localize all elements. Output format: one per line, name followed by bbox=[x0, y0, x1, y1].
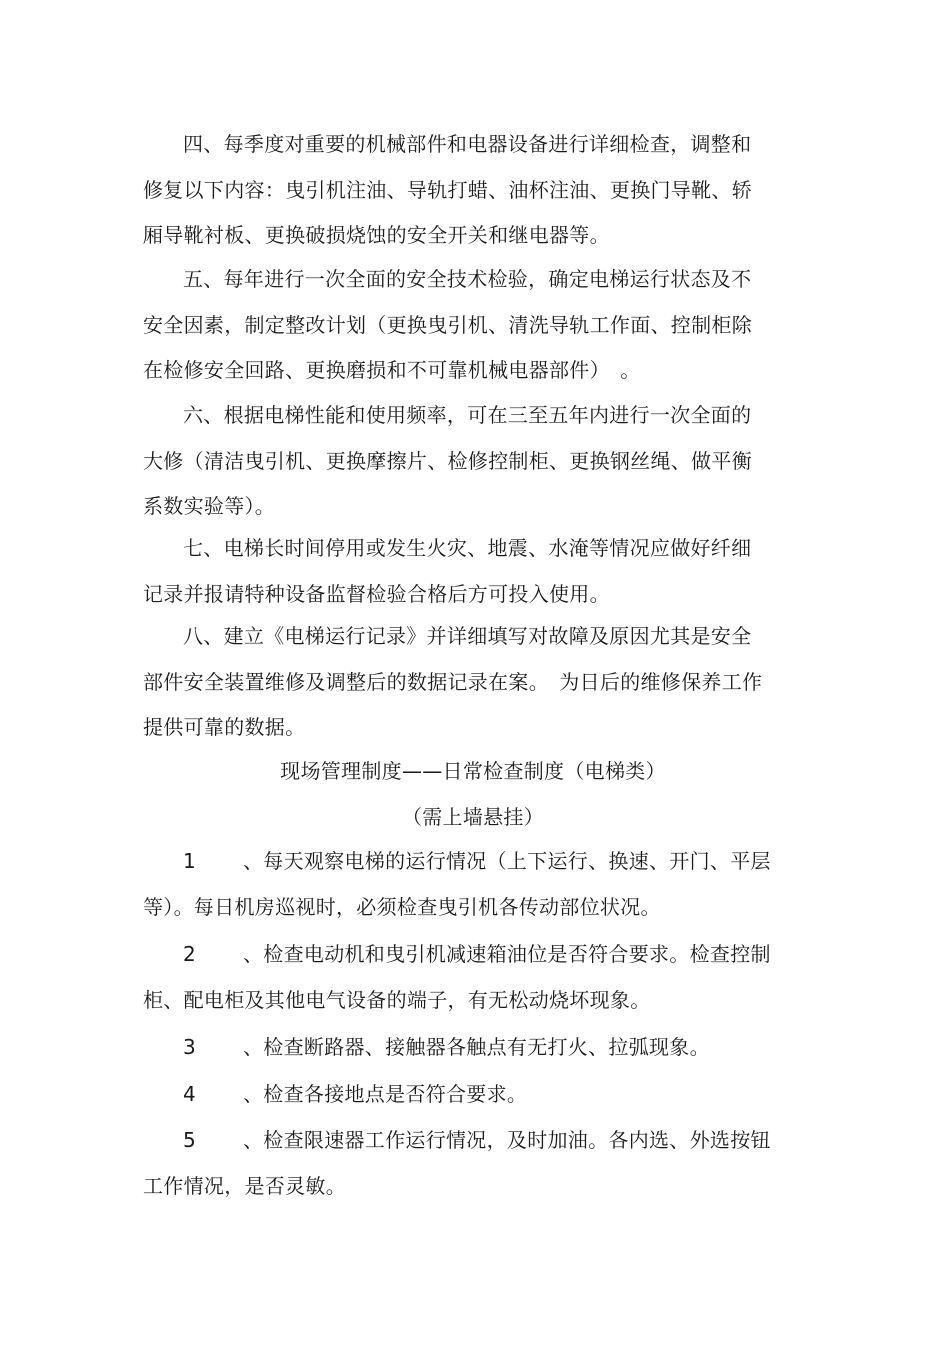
item-number: 5 bbox=[183, 1128, 197, 1152]
paragraph-line: 在检修安全回路、更换磨损和不可靠机械电器部件） 。 bbox=[143, 358, 641, 382]
paragraph-line: 安全因素，制定整改计划（更换曳引机、清洗导轨工作面、控制柜除 bbox=[143, 312, 752, 337]
item-text-continued: 等）。每日机房巡视时，必须检查曳引机各传动部位状况。 bbox=[143, 894, 661, 919]
item-first-line bbox=[143, 932, 803, 978]
item-text: 、每天观察电梯的运行情况（上下运行、换速、开门、平层 bbox=[243, 849, 771, 873]
item-first-line bbox=[143, 1072, 803, 1118]
paragraph-line: 记录并报请特种设备监督检验合格后方可投入使用。 bbox=[143, 581, 610, 606]
paragraph-7 bbox=[143, 526, 803, 617]
item-text-continued: 工作情况，是否灵敏。 bbox=[143, 1173, 346, 1198]
checklist-item-2 bbox=[143, 932, 803, 1023]
section-title: 现场管理制度——日常检查制度（电梯类） bbox=[280, 759, 666, 783]
item-text: 、检查各接地点是否符合要求。 bbox=[243, 1082, 528, 1106]
paragraph-5 bbox=[143, 257, 803, 394]
item-number: 2 bbox=[183, 942, 197, 966]
item-first-line bbox=[143, 1025, 803, 1071]
item-text: 、检查限速器工作运行情况，及时加油。各内选、外选按钮 bbox=[243, 1128, 771, 1152]
item-text: 、检查电动机和曳引机减速箱油位是否符合要求。检查控制 bbox=[243, 942, 771, 966]
paragraph-line: 七、电梯长时间停用或发生火灾、地震、水淹等情况应做好纤细 bbox=[183, 536, 752, 560]
paragraph-8 bbox=[143, 614, 803, 751]
paragraph-line: 提供可靠的数据。 bbox=[143, 715, 306, 739]
checklist-item-4 bbox=[143, 1072, 803, 1118]
item-text: 、检查断路器、接触器各触点有无打火、拉弧现象。 bbox=[243, 1035, 710, 1059]
paragraph-line: 五、每年进行一次全面的安全技术检验，确定电梯运行状态及不 bbox=[183, 267, 752, 291]
paragraph-line: 部件安全装置维修及调整后的数据记录在案。 为日后的维修保养工作 bbox=[143, 669, 763, 694]
checklist-item-5 bbox=[143, 1118, 803, 1209]
paragraph-line: 四、每季度对重要的机械部件和电器设备进行详细检查，调整和 bbox=[183, 132, 752, 156]
item-text-continued: 柜、配电柜及其他电气设备的端子，有无松动烧坏现象。 bbox=[143, 987, 651, 1012]
item-number: 3 bbox=[183, 1035, 197, 1059]
paragraph-line: 八、建立《电梯运行记录》并详细填写对故障及原因尤其是安全 bbox=[183, 624, 752, 648]
checklist-item-3 bbox=[143, 1025, 803, 1071]
paragraph-line: 厢导靴衬板、更换破损烧蚀的安全开关和继电器等。 bbox=[143, 223, 610, 247]
paragraph-line: 修复以下内容：曳引机注油、导轨打蜡、油杯注油、更换门导靴、轿 bbox=[143, 177, 752, 202]
section-heading bbox=[143, 749, 803, 840]
section-subtitle: （需上墙悬挂） bbox=[401, 804, 545, 829]
item-number: 1 bbox=[183, 849, 197, 873]
paragraph-line: 大修（清洁曳引机、更换摩擦片、检修控制柜、更换钢丝绳、做平衡 bbox=[143, 448, 752, 473]
item-number: 4 bbox=[183, 1082, 197, 1106]
paragraph-6 bbox=[143, 393, 803, 530]
checklist-item-1 bbox=[143, 839, 803, 930]
item-first-line bbox=[143, 1118, 803, 1164]
paragraph-line: 六、根据电梯性能和使用频率，可在三至五年内进行一次全面的 bbox=[183, 403, 752, 427]
paragraph-line: 系数实验等）。 bbox=[143, 494, 276, 518]
item-first-line bbox=[143, 839, 803, 885]
paragraph-4 bbox=[143, 122, 803, 259]
